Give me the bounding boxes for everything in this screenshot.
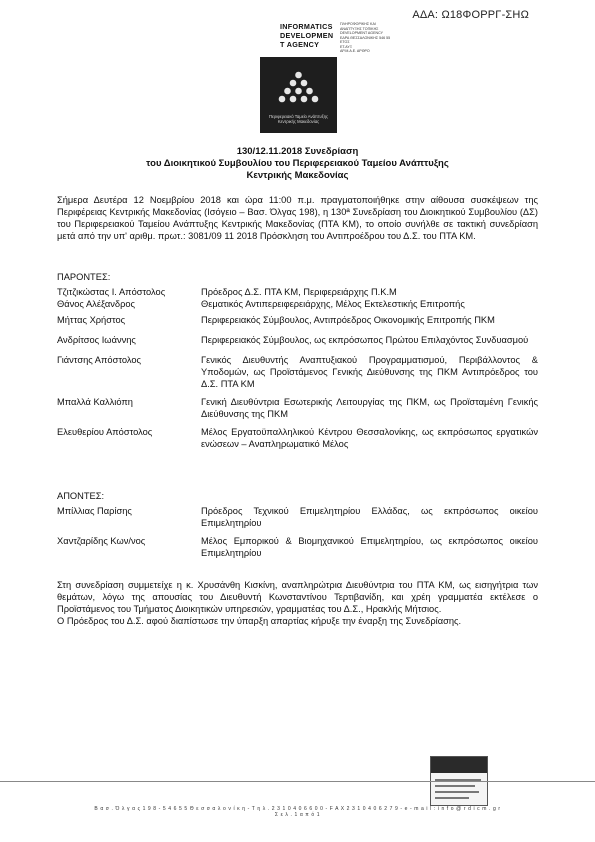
ada-code: ΑΔΑ: Ω18ΦΟΡΡΓ-ΣΗΩ xyxy=(412,9,529,21)
member-role: Πρόεδρος Δ.Σ. ΠΤΑ ΚΜ, Περιφερειάρχης Π.Κ.Μ xyxy=(201,287,397,297)
present-row xyxy=(57,314,538,326)
member-role: Μέλος Εργατοϋπαλληλικού Κέντρου Θεσσαλονίκης, ως εκπρόσωπος εργατικών ενώσεων – Αναπληρωματικό Μέλος xyxy=(201,427,538,449)
present-row xyxy=(57,354,538,390)
agency-detail-line: ΕΤ.ΑΥΞ xyxy=(340,44,353,49)
agency-detail-line: ΕΔΡΑ ΘΕΣΣΑΛΟΝΙΚΗΣ 546 55 xyxy=(340,35,391,40)
present-row xyxy=(57,396,538,420)
agency-detail-line: ΑΡ.Μ.Α.Ε. ΑΡΘΡΟ xyxy=(340,49,370,53)
minutes-body xyxy=(57,579,538,627)
member-name: Μπαλλά Καλλιόπη xyxy=(57,397,133,407)
session-region: Κεντρικής Μακεδονίας xyxy=(246,170,349,181)
logo-caption: Κεντρικής Μακεδονίας xyxy=(277,119,320,124)
member-name: Τζιτζικώστας Ι. Απόστολος xyxy=(57,287,166,297)
absent-row xyxy=(57,505,538,529)
member-name: Θάνος Αλέξανδρος xyxy=(57,299,136,309)
member-name: Ανδρίτσος Ιωάννης xyxy=(57,335,136,345)
absent-label: ΑΠΟΝΤΕΣ: xyxy=(57,491,105,501)
present-row xyxy=(57,334,538,346)
member-role: Πρόεδρος Τεχνικού Επιμελητηρίου Ελλάδας, ως εκπρόσωπος οικείου Επιμελητηρίου xyxy=(201,506,538,528)
quorum-paragraph: Ο Πρόεδρος του Δ.Σ. αφού διαπίστωσε την ύπαρξη απαρτίας κήρυξε την έναρξη της Συνεδρίασης. xyxy=(57,616,462,626)
agency-logo xyxy=(260,57,337,133)
agency-detail-line: ΠΛΗΡΟΦΟΡΙΚΗΣ ΚΑΙ xyxy=(340,22,376,26)
logo-caption: Περιφερειακό Ταμείο Ανάπτυξης xyxy=(268,114,329,119)
present-label: ΠΑΡΟΝΤΕΣ: xyxy=(57,272,111,282)
footer-divider xyxy=(0,781,595,782)
absent-row xyxy=(57,535,538,559)
agency-name-line: T AGENCY xyxy=(280,40,320,49)
member-role: Θεματικός Αντιπερειφερειάρχης, Μέλος Εκτελεστικής Επιτροπής xyxy=(201,299,465,309)
member-role: Γενικός Διευθυντής Αναπτυξιακού Προγραμματισμού, Περιβάλλοντος & Υποδομών, ως Προϊστάμενος Γενικής Διεύθυνσης της ΠΚΜ Αντιπρόεδρος του Δ.Σ. ΠΤΑ ΚΜ xyxy=(201,355,538,389)
member-name: Χαντζαρίδης Κων/νος xyxy=(57,536,146,546)
member-role: Περιφερειακός Σύμβουλος, Αντιπρόεδρος Οικονομικής Επιτροπής ΠΚΜ xyxy=(201,315,495,325)
present-row xyxy=(57,298,538,310)
agency-detail-line: ΕΤΟΣ xyxy=(340,40,350,44)
member-name: Μπίλλιας Παρίσης xyxy=(57,506,132,516)
session-header xyxy=(0,146,595,182)
letterhead xyxy=(280,22,530,52)
member-name: Ελευθερίου Απόστολος xyxy=(57,427,153,437)
absent-list xyxy=(57,505,538,559)
agency-name xyxy=(280,22,336,49)
member-role: Περιφερειακός Σύμβουλος, ως εκπρόσωπος Πρώτου Επιλαχόντος Συνδυασμού xyxy=(201,335,529,345)
footer-address: Β α σ . Ό λ γ α ς 1 9 8 - 5 4 6 5 5 Θ ε σ σ α λ ο ν ί κ η - Τ η λ . 2 3 1 0 4 0 6 6 0 0 - F A X 2 3 1 0 4 0 6 2 7 9 - e - m a i l : i n f o @ r d i c m . g r xyxy=(94,806,501,812)
present-list xyxy=(57,286,538,450)
agency-detail-line: DEVELOPMENT AGENCY xyxy=(340,31,384,35)
session-number: 130/12.11.2018 Συνεδρίαση xyxy=(236,146,359,157)
present-row xyxy=(57,286,538,298)
session-body: του Διοικητικού Συμβουλίου του Περιφερειακού Ταμείου Ανάπτυξης xyxy=(146,158,449,169)
member-name: Μήττας Χρήστος xyxy=(57,315,126,325)
present-row xyxy=(57,426,538,450)
member-role: Γενική Διευθύντρια Εσωτερικής Λειτουργίας της ΠΚΜ, ως Προϊσταμένη Γενικής Διεύθυνσης της ΠΚΜ xyxy=(201,397,538,419)
member-name: Γιάντσης Απόστολος xyxy=(57,355,142,365)
agency-details xyxy=(340,22,460,54)
agency-name-line: DEVELOPMEN xyxy=(280,31,334,40)
agency-detail-line: ΑΝΑΠΤΥΞΗΣ ΤΟΠΙΚΗΣ xyxy=(340,26,379,31)
intro-paragraph: Σήμερα Δευτέρα 12 Νοεμβρίου 2018 και ώρα 11:00 π.μ. πραγματοποιήθηκε στην αίθουσα συσκέψεων της Περιφέρειας Κεντρικής Μακεδονίας (Ισόγειο – Βασ. Όλγας 198), η 130ª Συνεδρίαση του Διοικητικού Συμβουλίου (ΔΣ) του Περιφερειακού Ταμείου Ανάπτυξης Κεντρικής Μακεδονίας (ΠΤΑ ΚΜ), το οποίο συνήλθε σε τακτική συνεδρίαση μετά από την υπ' αριθμ. πρωτ.: 3081/09 11 2018 Πρόσκληση του Αντιπροέδρου του Δ.Σ. του ΠΤΑ ΚΜ. xyxy=(57,195,538,241)
agency-name-line: INFORMATICS xyxy=(280,22,333,31)
member-role: Μέλος Εμπορικού & Βιομηχανικού Επιμελητηρίου, ως εκπρόσωπος οικείου Επιμελητηρίου xyxy=(201,536,538,558)
page-number: Σ ε λ . 1 α π ό 1 xyxy=(274,812,321,818)
participation-paragraph: Στη συνεδρίαση συμμετείχε η κ. Χρυσάνθη Κισκίνη, αναπληρώτρια Διευθύντρια του ΠΤΑ ΚΜ, ως εισηγήτρια των θεμάτων, λόγω της απουσίας του Διευθυντή Κωνσταντίνου Τερτιβανίδη, και χρέη γραμματέα εκτέλεσε ο Προϊστάμενος του Τμήματος Διοικητικών υπηρεσιών, γραμματέας του Δ.Σ., Ηρακλής Μήτσιος. xyxy=(57,580,538,614)
agency-logo-dots-icon xyxy=(260,57,337,113)
